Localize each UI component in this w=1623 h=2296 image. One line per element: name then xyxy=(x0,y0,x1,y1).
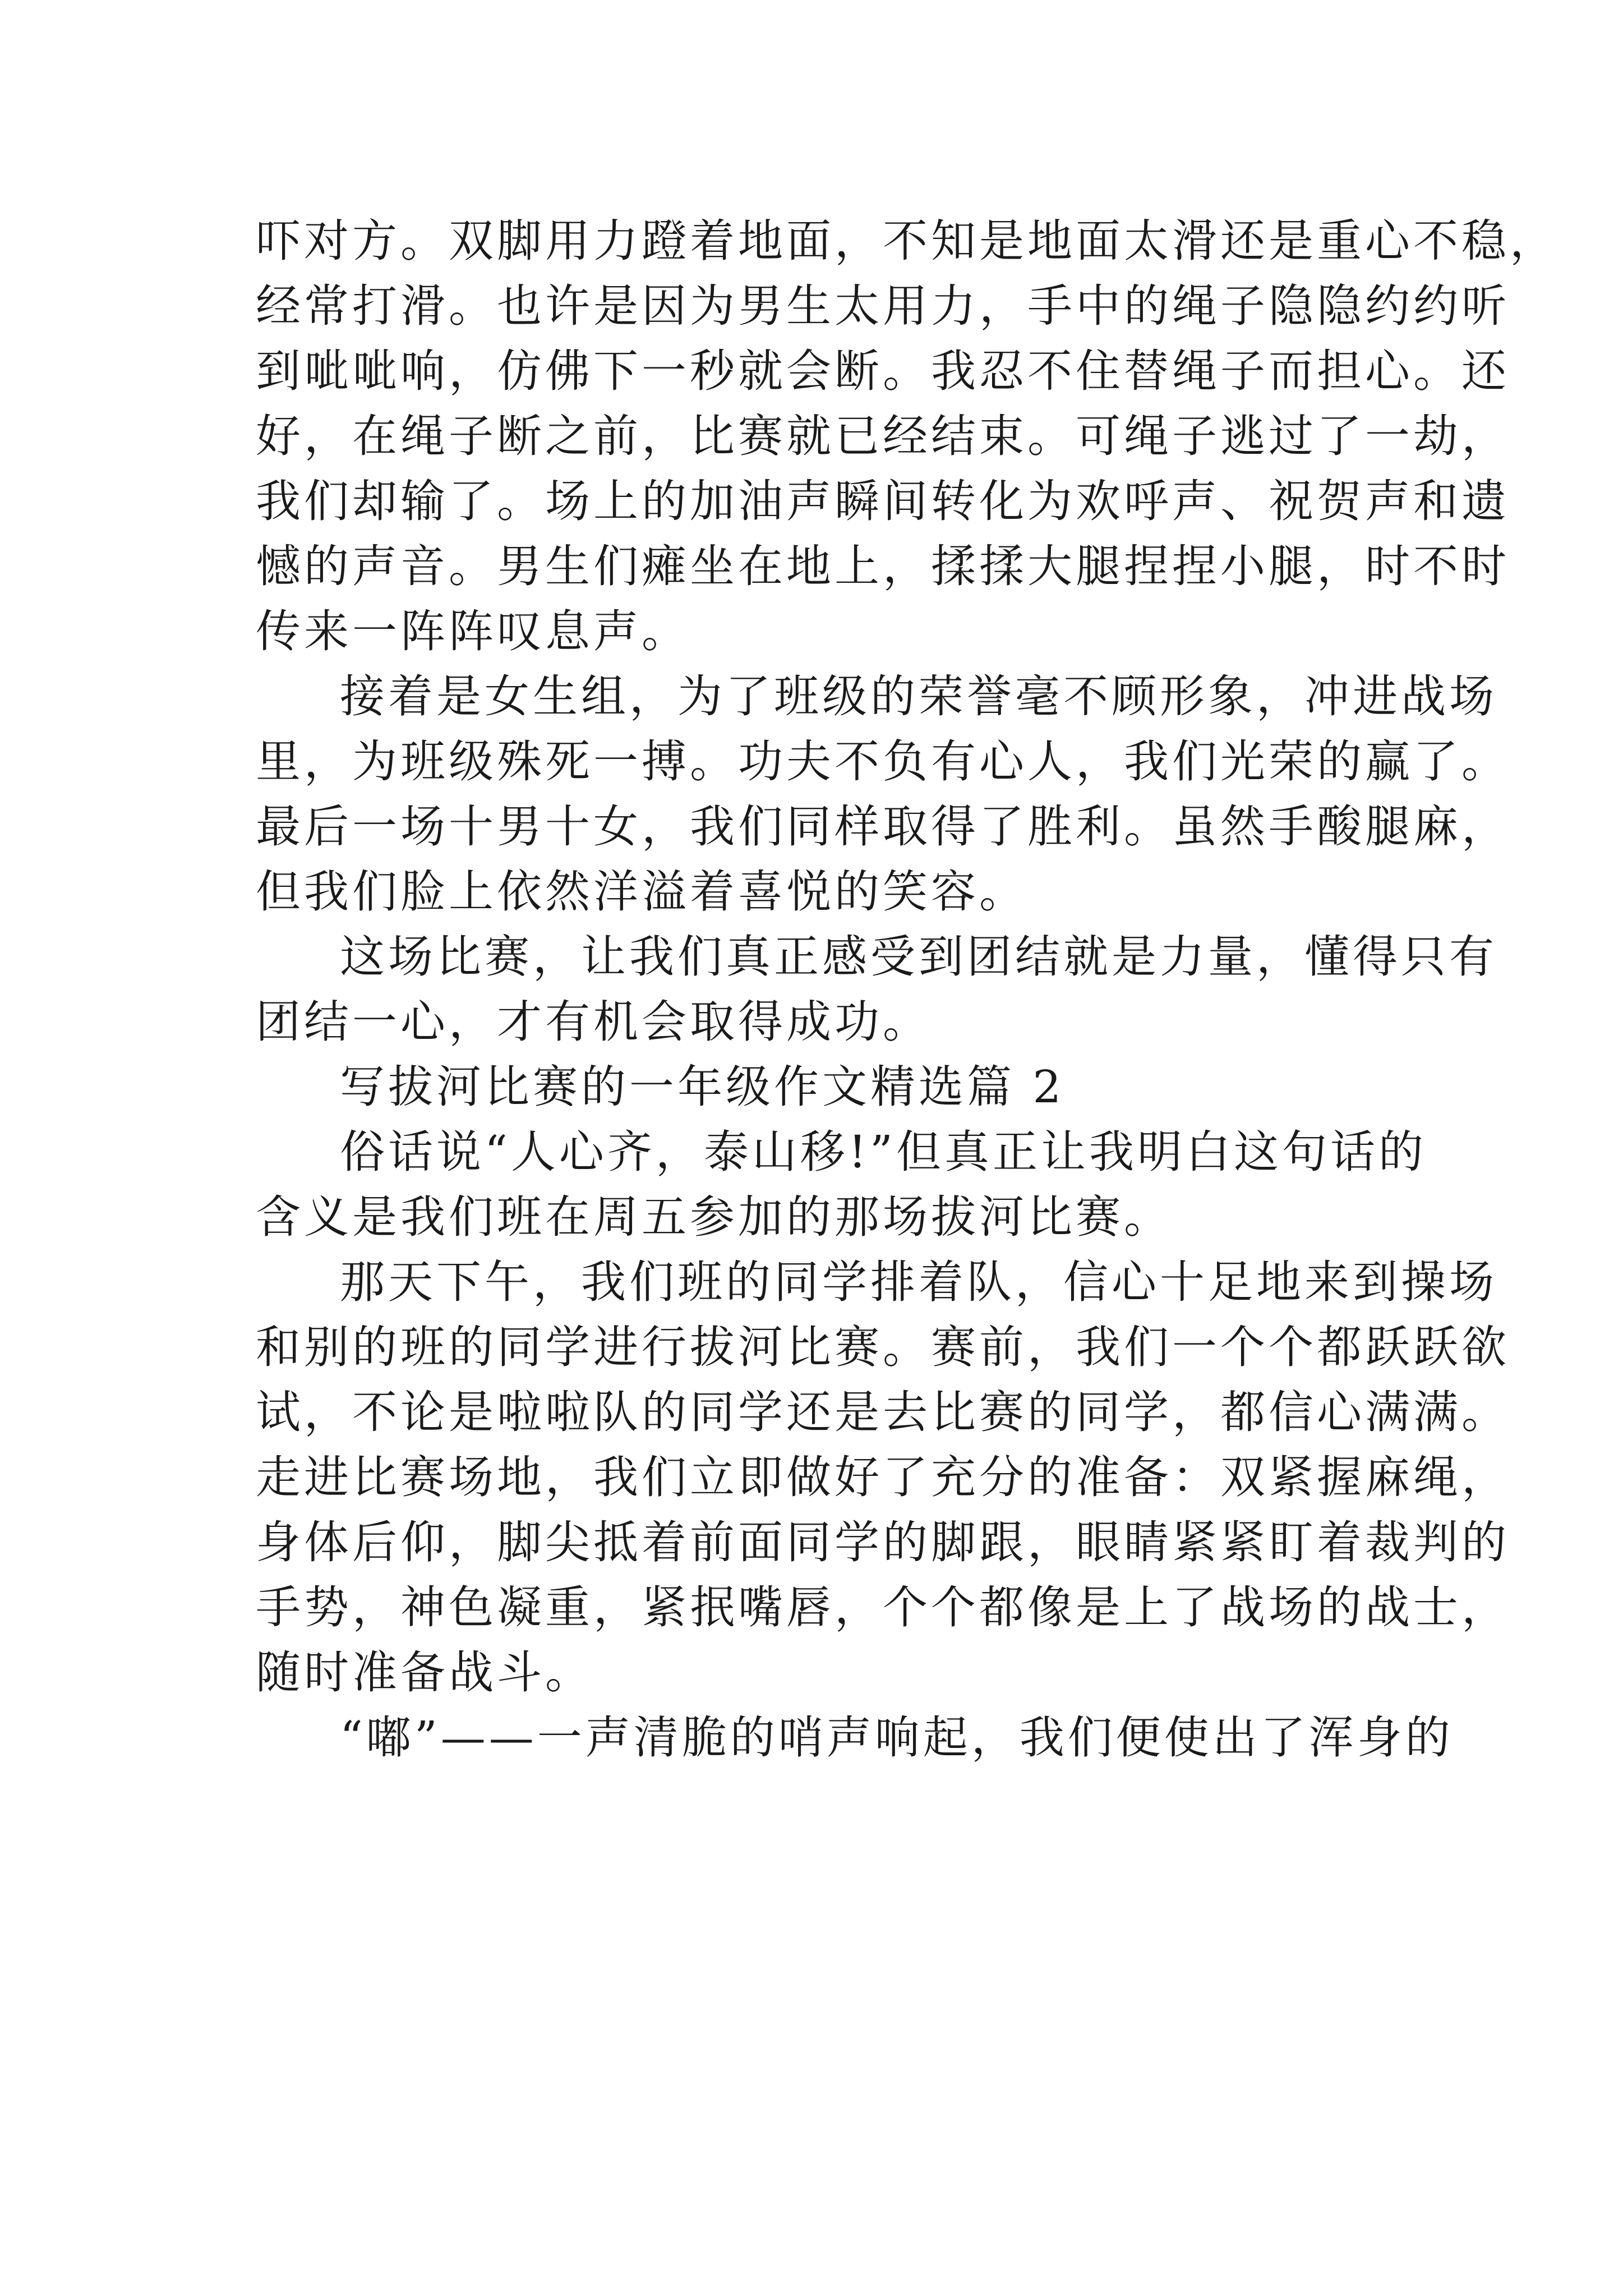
text-line: 好，在绳子断之前，比赛就已经结束。可绳子逃过了一劫， xyxy=(256,410,1510,462)
section-heading xyxy=(256,1055,1377,1120)
text-line: “嘟”——一声清脆的哨声响起，我们便使出了浑身的 xyxy=(340,1711,1454,1764)
text-line: 我们却输了。场上的加油声瞬间转化为欢呼声、祝贺声和遗 xyxy=(256,475,1510,527)
text-line: 但我们脸上依然洋溢着喜悦的笑容。 xyxy=(256,866,1027,918)
text-line: 最后一场十男十女，我们同样取得了胜利。虽然手酸腿麻， xyxy=(256,800,1510,853)
text-line: 到呲呲响，仿佛下一秒就会断。我忍不住替绳子而担心。还 xyxy=(256,345,1510,397)
text-line: 憾的声音。男生们瘫坐在地上，揉揉大腿捏捏小腿，时不时 xyxy=(256,540,1510,592)
paragraph xyxy=(256,1250,1510,1705)
text-line: 那天下午，我们班的同学排着队，信心十足地来到操场 xyxy=(340,1256,1497,1308)
heading-text: 写拔河比赛的一年级作文精选篇 2 xyxy=(340,1061,1065,1113)
paragraph xyxy=(256,1120,1427,1250)
text-line: 俗话说“人心齐，泰山移!”但真正让我明白这句话的 xyxy=(340,1126,1427,1178)
text-line: 随时准备战斗。 xyxy=(256,1646,593,1699)
text-line: 和别的班的同学进行拔河比赛。赛前，我们一个个都跃跃欲 xyxy=(256,1321,1510,1373)
text-line: 传来一阵阵叹息声。 xyxy=(256,605,690,657)
text-line: 含义是我们班在周五参加的那场拔河比赛。 xyxy=(256,1191,1172,1243)
text-line: 这场比赛，让我们真正感受到团结就是力量，懂得只有 xyxy=(340,931,1497,983)
paragraph xyxy=(256,924,1497,1055)
text-line: 身体后仰，脚尖抵着前面同学的脚跟，眼睛紧紧盯着裁判的 xyxy=(256,1516,1510,1568)
text-line: 经常打滑。也许是因为男生太用力，手中的绳子隐隐约约听 xyxy=(256,280,1510,332)
text-line: 手势，神色凝重，紧抿嘴唇，个个都像是上了战场的战士， xyxy=(256,1581,1510,1634)
paragraph xyxy=(256,1705,1454,1770)
text-line: 吓对方。双脚用力蹬着地面，不知是地面太滑还是重心不稳， xyxy=(256,215,1558,267)
paragraph xyxy=(256,664,1510,924)
text-line: 走进比赛场地，我们立即做好了充分的准备：双紧握麻绳， xyxy=(256,1451,1510,1503)
text-line: 里，为班级殊死一搏。功夫不负有心人，我们光荣的赢了。 xyxy=(256,735,1510,788)
document-body xyxy=(256,209,1558,1770)
text-line: 接着是女生组，为了班级的荣誉毫不顾形象，冲进战场 xyxy=(340,670,1497,723)
text-line: 团结一心，才有机会取得成功。 xyxy=(256,996,931,1048)
text-line: 试，不论是啦啦队的同学还是去比赛的同学，都信心满满。 xyxy=(256,1386,1510,1438)
paragraph xyxy=(256,209,1558,664)
